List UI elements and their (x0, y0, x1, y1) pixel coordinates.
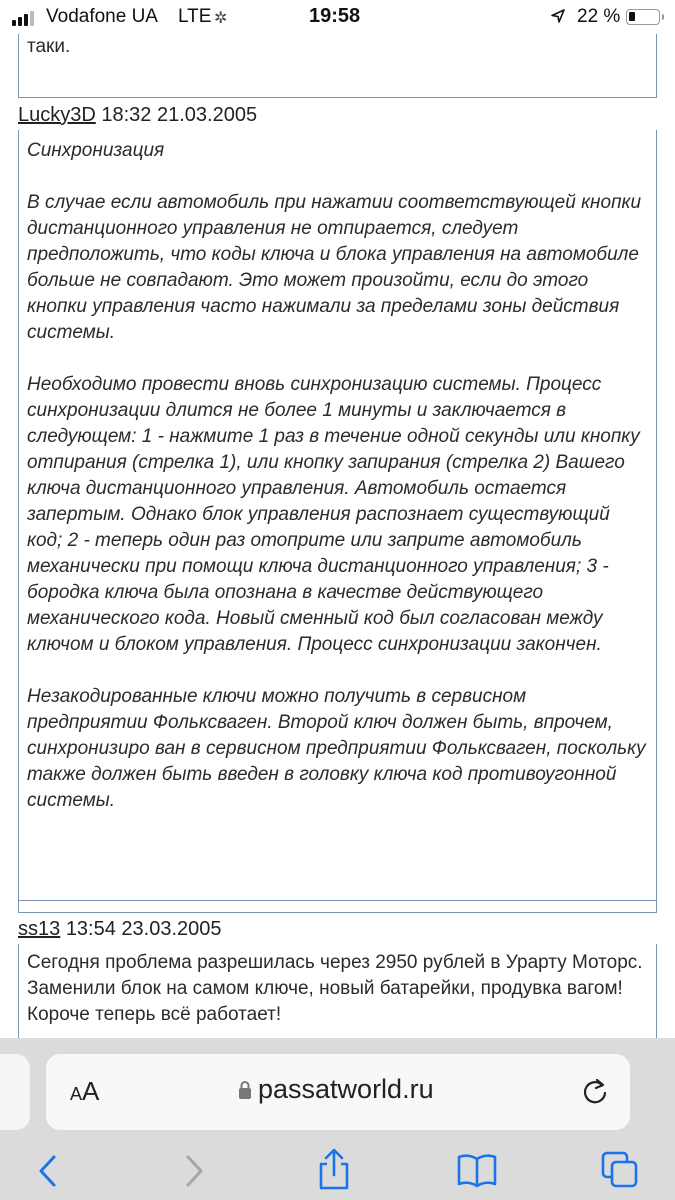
post-body (18, 944, 657, 1038)
battery-icon (626, 9, 660, 25)
location-arrow-icon (550, 8, 566, 24)
address-bar[interactable] (46, 1054, 630, 1130)
post-body (18, 130, 657, 901)
post-header (18, 104, 257, 127)
post-header (18, 918, 222, 941)
book-icon[interactable] (456, 1152, 498, 1188)
post-paragraph: Незакодированные ключи можно получить в сервисном предприятии Фольксваген. Второй ключ должен быть, впрочем, синхронизиро ван в сервисном предприятии Фольксваген, поскольку также должен быть введен в головку ключа код противоугонной системы. (27, 686, 651, 811)
text-size-button[interactable]: AA (70, 1076, 100, 1106)
previous-post-text: таки. (27, 36, 71, 57)
chevron-right-icon[interactable] (182, 1154, 206, 1188)
previous-tab-preview[interactable] (0, 1054, 30, 1130)
url-display[interactable] (238, 1074, 434, 1105)
share-icon[interactable] (316, 1148, 352, 1190)
reload-icon[interactable] (580, 1076, 610, 1108)
post-paragraph: Синхронизация (27, 140, 165, 161)
network-label: LTE (178, 6, 212, 27)
post-separator (18, 86, 657, 98)
post-author-link[interactable]: Lucky3D (18, 104, 96, 126)
post-timestamp: 18:32 21.03.2005 (101, 104, 258, 126)
post-paragraph: В случае если автомобиль при нажатии соответствующей кнопки дистанционного управления не отпирается, следует предположить, что коды ключа и блока управления на автомобиле больше не совпадают. Это может произойти, если до этого кнопки управления часто нажимали за пределами зоны действия системы. (27, 192, 647, 343)
post-paragraph: Необходимо провести вновь синхронизацию системы. Процесс синхронизации длится не более 1 минуты и заключается в следующем: 1 - нажмите 1 раз в течение одной секунды или кнопку отпирания (стрелка 1), или кнопку запирания (стрелка 2) Вашего ключа дистанционного управления. Автомобиль остается запертым. Однако блок управления распознает существующий код; 2 - теперь один раз отоприте или заприте автомобиль механически при помощи ключа дистанционного управления; 3 - бородка ключа была опознана в качестве действующего механического кода. Новый сменный код был согласован между ключом и блоком управления. Процесс синхронизации закончен. (27, 374, 646, 655)
browser-toolbar (0, 1146, 675, 1200)
previous-post-body (18, 34, 657, 86)
tabs-icon[interactable] (600, 1150, 640, 1190)
post-author-link[interactable]: ss13 (18, 918, 61, 940)
carrier-label: Vodafone UA (46, 6, 158, 27)
activity-spinner-icon: ✲ (214, 10, 228, 27)
chevron-left-icon[interactable] (36, 1154, 60, 1188)
lock-icon (238, 1080, 252, 1100)
post-timestamp: 13:54 23.03.2005 (65, 918, 222, 940)
battery-percent: 22 % (577, 6, 621, 27)
clock: 19:58 (309, 5, 361, 27)
browser-chrome (0, 1038, 675, 1200)
status-bar (0, 0, 675, 34)
url-text: passatworld.ru (258, 1074, 434, 1104)
post-paragraph: Сегодня проблема разрешилась через 2950 рублей в Урарту Моторс. Заменили блок на самом ключе, новый батарейки, продувка вагом! Короче теперь всё работает! (27, 952, 648, 1025)
post-separator (18, 901, 657, 913)
signal-strength-icon (12, 11, 34, 26)
